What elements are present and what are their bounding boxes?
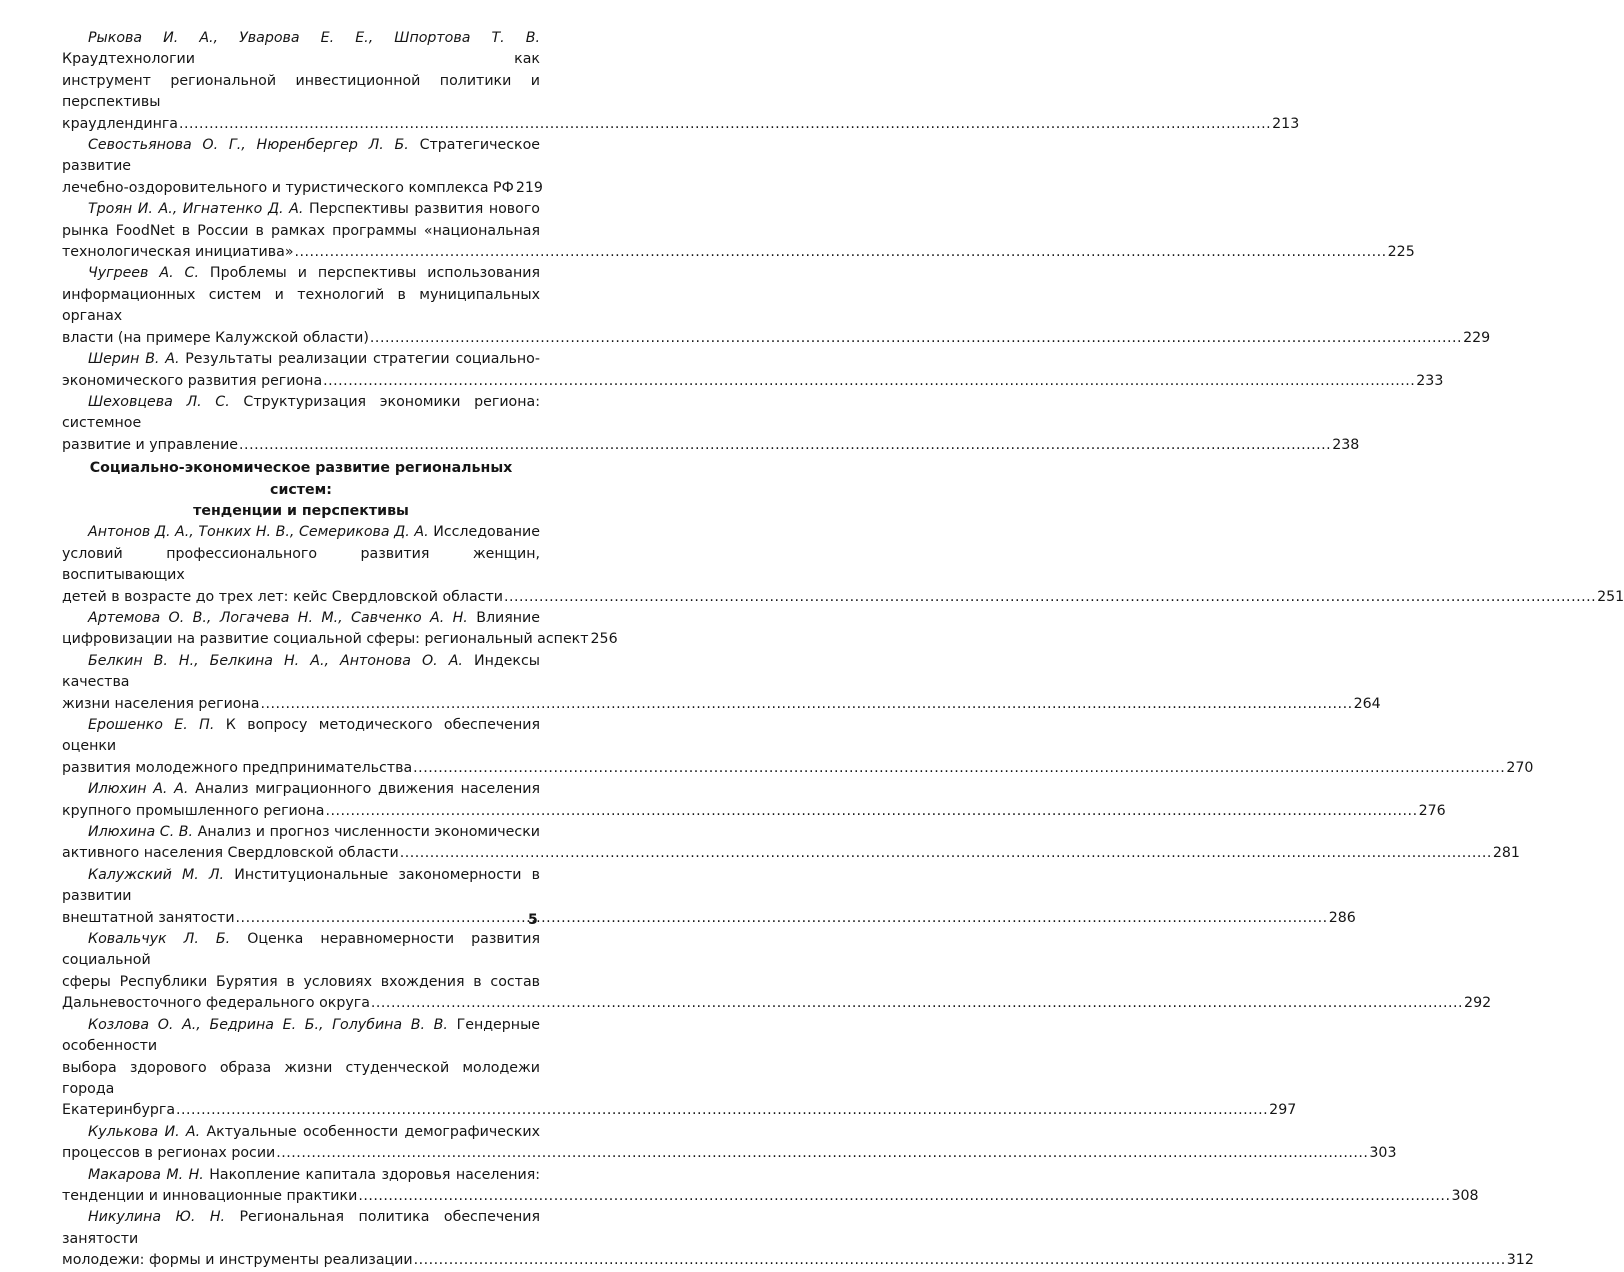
toc-entry: [62, 715, 1534, 779]
toc-entry: [62, 929, 1492, 1015]
toc-entry: [62, 263, 1491, 349]
toc-entry-page: 229: [1463, 329, 1491, 346]
toc-entry-last-line: [62, 587, 1624, 608]
toc-entry-line: [62, 28, 540, 71]
toc-entry-title-end: тенденции и инновационные практики: [62, 1187, 358, 1204]
toc-entry-title: сферы Республики Бурятия в условиях вхождения в состав: [62, 973, 540, 990]
toc-entry-title-end: развития молодежного предпринимательства: [62, 759, 413, 776]
toc-entry-title: Анализ миграционного движения населения: [188, 781, 540, 798]
section-title-line-2: тенденции и перспективы: [193, 502, 409, 519]
toc-entry: [62, 199, 1415, 263]
toc-entry-title: Краудтехнологии как: [62, 51, 540, 68]
toc-entry-line: [62, 929, 540, 972]
toc-entry-line: [62, 392, 540, 435]
toc-entry-title-end: процессов в регионах росии: [62, 1145, 276, 1162]
toc-entry-author: Рыкова И. А., Уварова Е. Е., Шпортова Т. В.: [88, 30, 540, 46]
dot-leader: [176, 1100, 1268, 1121]
toc-entry-line: [62, 263, 540, 284]
toc-entry-author: Илюхин А. А.: [88, 781, 189, 798]
toc-entry-author: Чугреев А. С.: [88, 265, 199, 282]
toc-entry-last-line: [62, 1250, 1534, 1271]
toc-entry-line: [62, 779, 540, 800]
toc-entry-title-end: Екатеринбурга: [62, 1102, 176, 1119]
toc-entry: [62, 822, 1520, 865]
dot-leader: [276, 1143, 1368, 1164]
toc-entry-author: Шеховцева Л. С.: [88, 393, 230, 410]
toc-entry-author: Никулина Ю. Н.: [88, 1209, 226, 1226]
toc-entry-title-end: экономического развития региона: [62, 372, 323, 389]
toc-entry-author: Троян И. А., Игнатенко Д. А.: [88, 201, 304, 218]
toc-entry-title-end: технологическая инициатива»: [62, 244, 294, 261]
toc-entry: [62, 1207, 1534, 1271]
toc-entry-page: 256: [590, 631, 618, 648]
toc-entry-last-line: [62, 114, 1300, 135]
toc-entry-title: Структуризация экономики региона: системное: [62, 393, 540, 432]
toc-entry-title-end: цифровизации на развитие социальной сферы: региональный аспект: [62, 631, 589, 648]
toc-entry-last-line: [62, 993, 1492, 1014]
toc-entry-title: Анализ и прогноз численности экономически: [193, 824, 541, 841]
dot-leader: [325, 801, 1417, 822]
toc-entry-page: 276: [1418, 802, 1446, 819]
toc-entry-last-line: [62, 1186, 1479, 1207]
toc-entry: [62, 865, 1356, 929]
dot-leader: [371, 993, 1463, 1014]
toc-entry-author: Артемова О. В., Логачева Н. М., Савченко А. Н.: [88, 609, 468, 626]
toc-entry: [62, 779, 1446, 822]
toc-entry-title: Влияние: [467, 609, 541, 626]
toc-entry-page: 297: [1269, 1102, 1297, 1119]
toc-entry-title: Институциональные закономерности в развитии: [62, 866, 540, 905]
section-heading: [62, 458, 540, 522]
dot-leader: [179, 114, 1271, 135]
toc-entry-title: Проблемы и перспективы использования: [198, 265, 540, 282]
toc-entry-page: 281: [1492, 845, 1520, 862]
dot-leader: [236, 908, 1328, 929]
toc-entry-line: [62, 349, 540, 370]
toc-entry-page: 264: [1353, 695, 1381, 712]
toc-entry-line: [62, 221, 540, 242]
toc-entry-title: информационных систем и технологий в муниципальных органах: [62, 286, 540, 325]
toc-entry: [62, 392, 1360, 456]
dot-leader: [323, 371, 1415, 392]
toc-entry-title-end: лечебно-оздоровительного и туристического комплекса РФ: [62, 179, 514, 196]
toc-entry-title-end: жизни населения региона: [62, 695, 260, 712]
toc-entry-title: Индексы качества: [62, 652, 540, 691]
toc-entry-line: [62, 199, 540, 220]
toc-entry-last-line: [62, 694, 1381, 715]
toc-entry-line: [62, 1015, 540, 1058]
dot-leader: [358, 1186, 1450, 1207]
toc-entry-title: Стратегическое развитие: [62, 137, 541, 175]
toc-entry-page: 233: [1416, 372, 1444, 389]
toc-entry-last-line: [62, 758, 1534, 779]
toc-entry-title: Актуальные особенности демографических: [200, 1123, 541, 1140]
page-number: 5: [528, 912, 538, 928]
dot-leader: [260, 694, 1352, 715]
dot-leader: [504, 587, 1596, 608]
toc-entry-line: [62, 71, 540, 114]
toc-entry-page: 292: [1464, 995, 1492, 1012]
toc-entry: [62, 28, 1300, 135]
toc-entry-line: [62, 822, 540, 843]
toc-entry-line: [62, 1207, 540, 1250]
dot-leader: [400, 843, 1492, 864]
toc-entry-title: инструмент региональной инвестиционной политики и перспективы: [62, 72, 540, 111]
toc-entry-title-end: активного населения Свердловской области: [62, 845, 399, 862]
toc-entry-author: Севостьянова О. Г., Нюренбергер Л. Б.: [88, 137, 409, 154]
dot-leader: [414, 1250, 1506, 1271]
toc-entry-last-line: [62, 242, 1415, 263]
toc-entry-author: Ковальчук Л. Б.: [88, 931, 231, 948]
toc-entry-line: [62, 715, 540, 758]
toc-entry-last-line: [62, 178, 543, 199]
toc-entry-last-line: [62, 328, 1491, 349]
toc-entry: [62, 1015, 1297, 1122]
toc-entry-page: 308: [1451, 1187, 1479, 1204]
toc-entry-author: Антонов Д. А., Тонких Н. В., Семерикова Д. А.: [88, 524, 429, 541]
dot-leader: [370, 328, 1462, 349]
toc-entry-author: Козлова О. А., Бедрина Е. Б., Голубина В. В.: [88, 1016, 448, 1033]
toc-entry: [62, 522, 1624, 608]
toc-entry-title-end: развитие и управление: [62, 436, 239, 453]
toc-entry-last-line: [62, 843, 1520, 864]
toc-entry-line: [62, 608, 540, 629]
toc-entry-page: 303: [1369, 1145, 1397, 1162]
toc-entry-author: Калужский М. Л.: [88, 866, 225, 883]
toc-group-2: [62, 522, 1624, 1271]
toc-entry-line: [62, 972, 540, 993]
toc-entry-page: 270: [1506, 759, 1534, 776]
toc-entry-page: 312: [1506, 1252, 1534, 1269]
toc-entry-line: [62, 1122, 540, 1143]
toc-entry-last-line: [62, 371, 1444, 392]
toc-entry-author: Кулькова И. А.: [88, 1123, 201, 1140]
toc-entry-author: Белкин В. Н., Белкина Н. А., Антонова О. А.: [88, 652, 463, 669]
toc-entry-title-end: внештатной занятости: [62, 909, 235, 926]
toc-entry-title-end: Дальневосточного федерального округа: [62, 995, 370, 1012]
toc-entry-last-line: [62, 1100, 1297, 1121]
toc-entry: [62, 1165, 1479, 1208]
toc-entry-line: [62, 651, 540, 694]
toc-entry: [62, 608, 618, 651]
toc-entry: [62, 135, 543, 199]
toc-entry-last-line: [62, 629, 618, 650]
toc-entry-last-line: [62, 801, 1446, 822]
toc-entry-title: Региональная политика обеспечения занятости: [62, 1209, 540, 1247]
toc-entry-title: рынка FoodNet в России в рамках программы «национальная: [62, 222, 540, 239]
toc-entry-title: К вопросу методического обеспечения оценки: [62, 717, 541, 755]
toc-entry-line: [62, 865, 540, 908]
toc-entry-author: Макарова М. Н.: [88, 1166, 204, 1183]
toc-entry-title: Результаты реализации стратегии социально-: [179, 351, 540, 368]
toc-entry-title: условий профессионального развития женщин, воспитывающих: [62, 545, 540, 584]
toc-entry-title: Накопление капитала здоровья населения:: [203, 1166, 541, 1183]
dot-leader: [239, 435, 1331, 456]
toc-group-1: [62, 28, 1491, 456]
toc-entry-page: 225: [1387, 244, 1415, 261]
toc-entry-title-end: детей в возрасте до трех лет: кейс Свердловской области: [62, 588, 503, 605]
toc-entry-page: 251: [1597, 588, 1624, 605]
toc-entry: [62, 349, 1444, 392]
toc-entry: [62, 651, 1381, 715]
dot-leader: [295, 242, 1387, 263]
dot-leader: [413, 758, 1505, 779]
toc-entry-title-end: власти (на примере Калужской области): [62, 329, 369, 346]
toc-entry-last-line: [62, 1143, 1397, 1164]
toc-entry-line: [62, 522, 540, 543]
toc-entry-title-end: крупного промышленного региона: [62, 802, 325, 819]
toc-entry-title: Оценка неравномерности развития социальной: [62, 931, 541, 969]
toc-entry-title-end: молодежи: формы и инструменты реализации: [62, 1252, 413, 1269]
section-title-line-1: Социально-экономическое развитие региональных систем:: [89, 460, 513, 498]
table-of-contents: [62, 28, 1624, 1272]
toc-entry-author: Илюхина С. В.: [88, 824, 194, 841]
toc-entry-last-line: [62, 908, 1356, 929]
toc-entry-title-end: краудлендинга: [62, 115, 179, 132]
toc-entry-last-line: [62, 435, 1360, 456]
toc-entry: [62, 1122, 1397, 1165]
toc-entry-page: 219: [515, 179, 543, 196]
toc-entry-page: 286: [1328, 909, 1356, 926]
toc-entry-page: 213: [1272, 115, 1300, 132]
toc-entry-line: [62, 135, 540, 178]
toc-entry-line: [62, 285, 540, 328]
toc-entry-author: Ерошенко Е. П.: [88, 717, 215, 733]
toc-entry-title: Перспективы развития нового: [303, 201, 540, 218]
toc-entry-line: [62, 1165, 540, 1186]
toc-entry-title: Исследование: [428, 524, 540, 541]
toc-entry-author: Шерин В. А.: [88, 351, 180, 368]
toc-entry-line: [62, 544, 540, 587]
toc-entry-page: 238: [1332, 436, 1360, 453]
toc-entry-title: выбора здорового образа жизни студенческой молодежи города: [62, 1059, 540, 1097]
toc-entry-line: [62, 1058, 540, 1101]
toc-entry-title: Гендерные особенности: [62, 1016, 541, 1055]
